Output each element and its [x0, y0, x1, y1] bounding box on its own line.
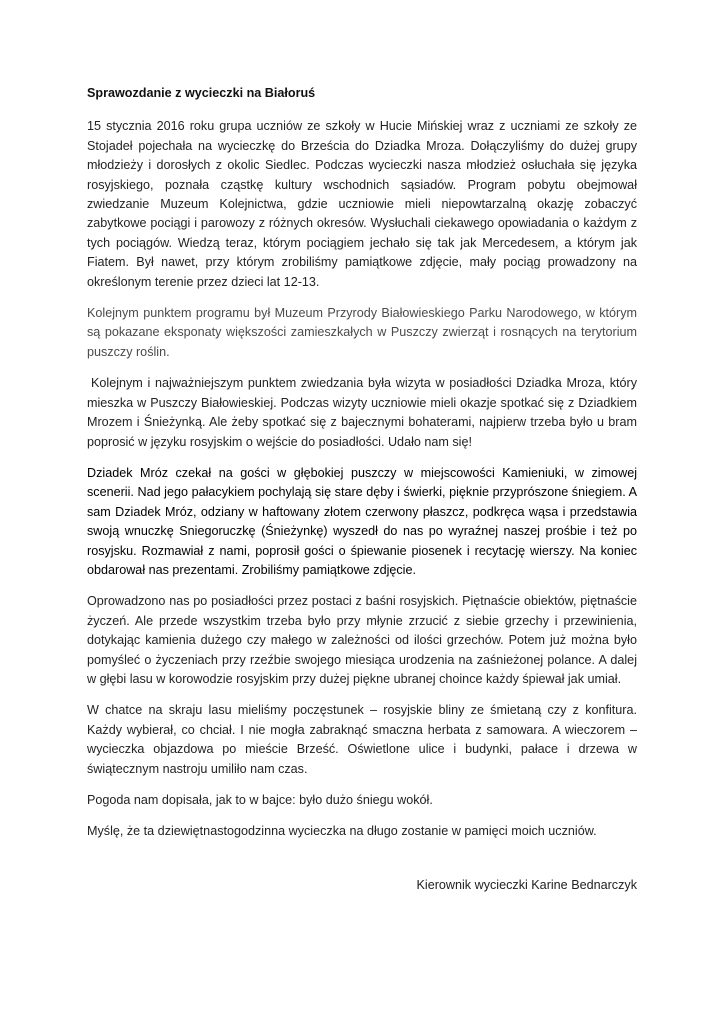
paragraph-museum: Kolejnym punktem programu był Muzeum Przyrody Białowieskiego Parku Narodowego, w którym są pokazane eksponaty większości zamieszkałych w Puszczy zwierząt i rosnących na terytorium puszczy roślin. — [87, 306, 637, 359]
paragraph-visit: Kolejnym i najważniejszym punktem zwiedzania była wizyta w posiadłości Dziadka Mroza, który mieszka w Puszczy Białowieskiej. Podczas wizyty uczniowie mieli okazje spotkać się z Dziadkiem Mrozem i Śnieżynką. Ale żeby spotkać się z bajecznymi bohaterami, najpierw trzeba było u bram poprosić w języku rosyjskim o wejście do posiadłości. Udało nam się! — [87, 376, 637, 449]
paragraph-weather: Pogoda nam dopisała, jak to w bajce: było dużo śniegu wokół. — [87, 793, 433, 807]
paragraph-santa: Dziadek Mróz czekał na gości w głębokiej puszczy w miejscowości Kamieniuki, w zimowej scenerii. Nad jego pałacykiem pochylają się stare dęby i świerki, pięknie przyprószone śniegiem. A sam Dziadek Mróz, odziany w haftowany złotem czerwony płaszcz, podkręca wąsa i przedstawia swoją wnuczkę Sniegoruczkę (Śnieżynkę) wyszedł do nas po wyraźnej naszej prośbie i też po rosyjsku. Rozmawiał z nami, poprosił gości o śpiewanie piosenek i recytację wierszy. Na koniec obdarował nas prezentami. Zrobiliśmy pamiątkowe zdjęcie. — [87, 465, 637, 577]
document-body — [87, 84, 637, 895]
document-title: Sprawozdanie z wycieczki na Białoruś — [87, 86, 316, 100]
paragraph-tour: Oprowadzono nas po posiadłości przez postaci z baśni rosyjskich. Piętnaście obiektów, piętnaście życzeń. Ale przede wszystkim trzeba było przy młynie zrzucić z siebie grzechy i przewinienia, dotykając kamienia dużego czy małego w zależności od ilości grzechów. Potem już można było pomyśleć o życzeniach przy rzeźbie swojego miesiąca urodzenia na zaśnieżonej polance. A dalej w głębi lasu w korowodzie rosyjskim przy dużej piękne ubranej choince każdy śpiewał jak umiał. — [87, 594, 637, 686]
signature: Kierownik wycieczki Karine Bednarczyk — [416, 877, 637, 892]
paragraph-cottage: W chatce na skraju lasu mieliśmy poczęstunek – rosyjskie bliny ze śmietaną czy z konfitura. Każdy wybierał, co chciał. I nie mogła zabraknąć smaczna herbata z samowara. A wieczorem – wycieczka objazdowa po mieście Brześć. Oświetlone ulice i budynki, pałace i drzewa w świątecznym nastroju umiliło nam czas. — [87, 703, 637, 776]
paragraph-intro: 15 stycznia 2016 roku grupa uczniów ze szkoły w Hucie Mińskiej wraz z uczniami ze szkoły ze Stojadeł pojechała na wycieczkę do Brześcia do Dziadka Mroza. Dołączyliśmy do dużej grupy młodzieży i dorosłych z okolic Siedlec. Podczas wycieczki nasza młodzież osłuchała się języka rosyjskiego, poznała cząstkę kultury wschodnich sąsiadów. Program pobytu obejmował zwiedzanie Muzeum Kolejnictwa, gdzie uczniowie mieli niepowtarzalną okazję zobaczyć zabytkowe pociągi i parowozy z różnych okresów. Wysłuchali ciekawego opowiadania o każdym z tych pociągów. Wiedzą teraz, którym pociągiem jechało się tak jak Mercedesem, a którym jak Fiatem. Był nawet, przy którym zrobiliśmy pamiątkowe zdjęcie, mały pociąg prowadzony na określonym terenie przez dzieci lat 12-13. — [87, 119, 637, 289]
paragraph-closing: Myślę, że ta dziewiętnastogodzinna wycieczka na długo zostanie w pamięci moich uczniów. — [87, 824, 597, 839]
